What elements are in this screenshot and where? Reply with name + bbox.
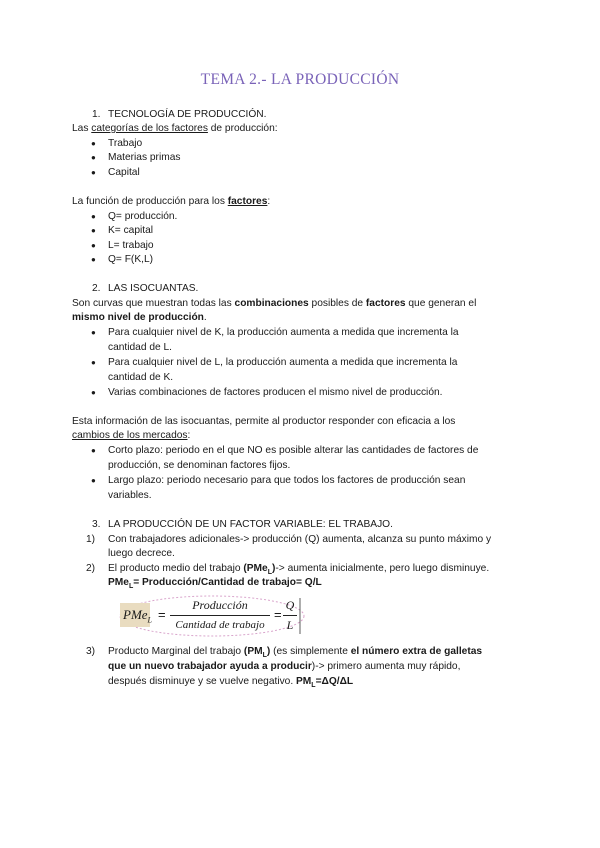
item-3-line-3: después disminuye y se vuelve negativo. $PM_L=\Delta Q/\Delta L$ xyxy=(108,676,354,690)
bullet-icon: ● xyxy=(91,241,96,250)
list-item: Corto plazo: periodo en el que NO es posible alterar las cantidades de factores de xyxy=(108,445,479,456)
section-1-heading: TECNOLOGÍA DE PRODUCCIÓN. xyxy=(108,109,267,120)
formula-numerator: Producción xyxy=(192,598,248,612)
formula-denominator: Cantidad de trabajo xyxy=(175,619,265,631)
item-3-line-1: Producto Marginal del trabajo $(PM_L)$ (es simplemente el número extra de galletas xyxy=(108,646,483,660)
categories-link: categorías de los factores xyxy=(91,123,208,134)
average-product-formula xyxy=(118,594,306,638)
item-3-line-2: que un nuevo trabajador ayuda a producir)-> primero aumenta muy rápido, xyxy=(108,661,461,672)
item-2-formula-text: PMe$_L$= Producción/Cantidad de trabajo= Q/L xyxy=(108,577,322,591)
list-item: Q= producción. xyxy=(108,211,178,222)
section-2-number: 2. xyxy=(92,283,101,294)
list-item: Materias primas xyxy=(108,152,181,163)
list-item: L= trabajo xyxy=(108,240,154,251)
list-item: Largo plazo: periodo necesario para que todos los factores de producción sean xyxy=(108,475,466,486)
list-item: K= capital xyxy=(108,225,154,236)
list-item-continuation: producción, se denominan factores fijos. xyxy=(108,460,291,471)
bullet-icon: ● xyxy=(91,358,96,367)
list-item: Para cualquier nivel de K, la producción aumenta a medida que incrementa la xyxy=(108,327,459,338)
bullet-icon: ● xyxy=(91,226,96,235)
item-1-number: 1) xyxy=(86,534,96,545)
info-line-1: Esta información de las isocuantas, permite al productor responder con eficacia a los xyxy=(72,416,456,427)
list-item-continuation: cantidad de L. xyxy=(108,342,173,353)
item-2-number: 2) xyxy=(86,563,96,574)
list-item: Capital xyxy=(108,167,140,178)
bullet-icon: ● xyxy=(91,168,96,177)
page-title: TEMA 2.- LA PRODUCCIÓN xyxy=(200,71,400,88)
list-item: Para cualquier nivel de L, la producción aumenta a medida que incrementa la xyxy=(108,357,458,368)
formula-fraction-bar xyxy=(170,615,270,616)
production-function-intro: La función de producción para los factores: xyxy=(72,196,271,207)
bullet-icon: ● xyxy=(91,255,96,264)
formula-lhs: PMe$_L$ xyxy=(123,607,152,625)
list-item: Trabajo xyxy=(108,138,143,149)
section-3-number: 3. xyxy=(92,519,101,530)
item-1-line-2: luego decrece. xyxy=(108,548,175,559)
bullet-icon: ● xyxy=(91,212,96,221)
section-1-number: 1. xyxy=(92,109,101,120)
list-item-continuation: variables. xyxy=(108,490,152,501)
item-1-line-1: Con trabajadores adicionales-> producción (Q) aumenta, alcanza su punto máximo y xyxy=(108,534,492,545)
section-3-heading: LA PRODUCCIÓN DE UN FACTOR VARIABLE: EL TRABAJO. xyxy=(108,519,393,530)
formula-equals-2: = xyxy=(274,607,282,622)
info-line-2: cambios de los mercados: xyxy=(72,430,191,441)
formula-equals: = xyxy=(158,607,166,622)
item-3-number: 3) xyxy=(86,646,96,657)
list-item: Q= F(K,L) xyxy=(108,254,154,265)
bullet-icon: ● xyxy=(91,153,96,162)
list-item-continuation: cantidad de K. xyxy=(108,372,174,383)
section-1-intro: Las categorías de los factores de producción: xyxy=(72,123,278,134)
formula-fraction-bar-2 xyxy=(283,615,297,616)
isoquant-definition-line-2: mismo nivel de producción. xyxy=(72,312,207,323)
bullet-icon: ● xyxy=(91,139,96,148)
bullet-icon: ● xyxy=(91,476,96,485)
formula-q: Q xyxy=(285,598,295,612)
bullet-icon: ● xyxy=(91,388,96,397)
list-item: Varias combinaciones de factores producen el mismo nivel de producción. xyxy=(108,387,443,398)
formula-l: L xyxy=(286,618,294,632)
bullet-icon: ● xyxy=(91,328,96,337)
bullet-icon: ● xyxy=(91,446,96,455)
item-2-line-1: El producto medio del trabajo (PMe$_L$)-> aumenta inicialmente, pero luego disminuye. xyxy=(108,563,490,577)
isoquant-definition-line-1: Son curvas que muestran todas las combinaciones posibles de factores que generan el xyxy=(72,298,477,309)
section-2-heading: LAS ISOCUANTAS. xyxy=(108,283,199,294)
